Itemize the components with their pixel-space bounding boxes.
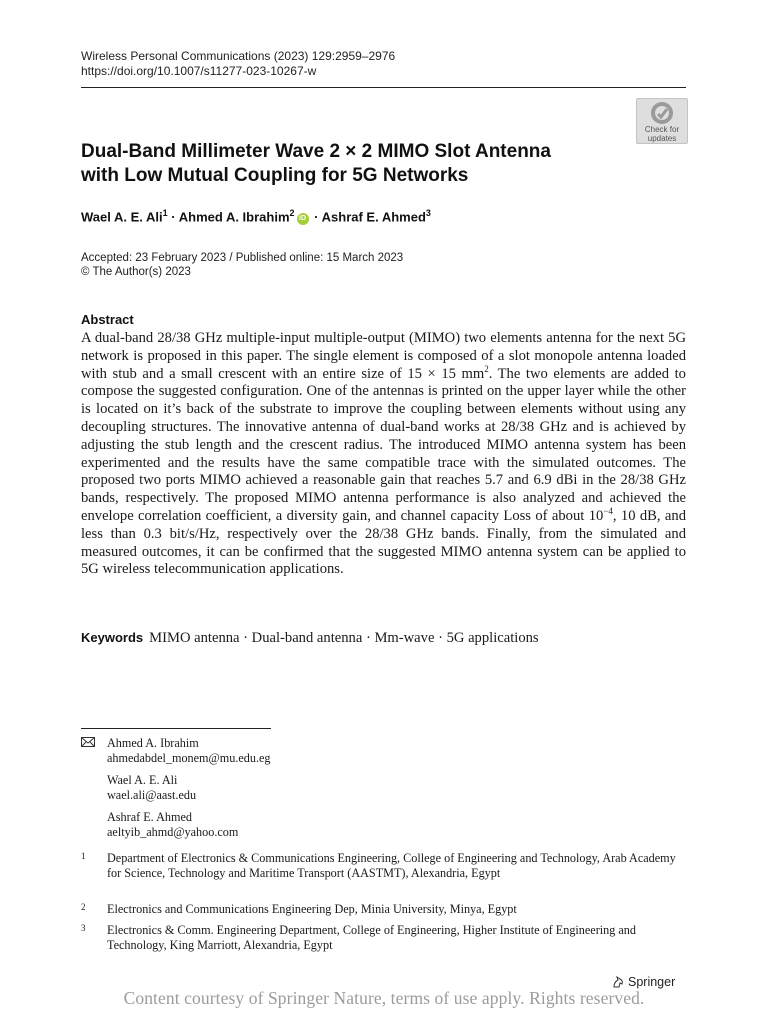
author-list [81, 208, 431, 225]
contact-name: Wael A. E. Ali [107, 773, 178, 787]
springer-logo-icon [611, 975, 625, 989]
abstract-heading: Abstract [81, 312, 134, 327]
author-affil-ref: 3 [425, 208, 431, 218]
affiliation [81, 851, 686, 880]
affiliation-number: 2 [81, 902, 86, 912]
contact-name: Ahmed A. Ibrahim [107, 736, 199, 750]
header-rule [81, 87, 686, 88]
abstract-superscript: 2 [484, 363, 489, 374]
abstract-text: A dual-band 28/38 GHz multiple-input multiple-output (MIMO) two elements antenna for the next 5G network is proposed in this paper. The single element is composed of a slot monopole antenna loaded with stub and a small crescent with an entire size of 15 × 15 mm [81, 330, 686, 382]
envelope-icon[interactable] [81, 737, 95, 747]
contact-name: Ashraf E. Ahmed [107, 810, 192, 824]
affiliation-number: 3 [81, 923, 86, 933]
author-affil-ref: 1 [162, 208, 168, 218]
author-name[interactable]: Ahmed A. Ibrahim [178, 209, 290, 225]
journal-header [81, 49, 395, 79]
contact-list [107, 736, 271, 847]
affiliation-text: Electronics and Communications Engineering Dep, Minia University, Minya, Egypt [107, 902, 517, 916]
keywords-label: Keywords [81, 630, 144, 645]
affiliation-number: 1 [81, 851, 86, 861]
author-separator: · [314, 209, 319, 225]
contact-email[interactable]: aeltyib_ahmd@yahoo.com [107, 825, 239, 839]
keywords-list: MIMO antenna · Dual-band antenna · Mm-wave · 5G applications [149, 630, 539, 646]
affiliation-text: Department of Electronics & Communications Engineering, College of Engineering and Technology, Arab Academy for Science, Technology and Maritime Transport (AASTMT), Alexandria, Egypt [107, 851, 676, 880]
affiliation-text: Electronics & Comm. Engineering Department, College of Engineering, Higher Institute of Engineering and Technology, King Marriott, Alexandria, Egypt [107, 923, 636, 952]
check-label-1: Check for [644, 125, 680, 134]
title-line-2: with Low Mutual Coupling for 5G Networks [81, 165, 469, 186]
check-label-2: updates [647, 134, 677, 143]
courtesy-watermark: Content courtesy of Springer Nature, terms of use apply. Rights reserved. [123, 988, 645, 1008]
abstract-body [81, 330, 686, 579]
contact-entry [107, 773, 271, 803]
orcid-icon[interactable]: iD [297, 213, 309, 225]
author-affil-ref: 2 [289, 208, 295, 218]
contact-entry [107, 736, 271, 766]
paper-title [81, 140, 601, 188]
title-line-1: Dual-Band Millimeter Wave 2 × 2 MIMO Slot Antenna [81, 141, 551, 162]
contact-entry [107, 810, 271, 840]
author-name[interactable]: Wael A. E. Ali [81, 209, 163, 225]
abstract-text: . The two elements are added to compose the suggested configuration. One of the antennas is printed on the upper layer while the other is located on it’s back of the substrate to improve the coupling between elements without using any decoupling structures. The innovative antenna of dual-band works at 28/38 GHz and is achieved by adjusting the stub length and the crescent radius. The introduced MIMO antenna system has been experimented and the results have the same compatible trace with the simulated outcomes. The proposed two ports MIMO achieved a reasonable gain that reaches 5.7 and 6.9 dBi in the 28/38 GHz bands, respectively. The proposed MIMO antenna performance is also analyzed and achieved the envelope correlation coefficient, a diversity gain, and channel capacity Loss of about 10 [81, 365, 686, 524]
doi-link[interactable]: https://doi.org/10.1007/s11277-023-10267-w [81, 64, 317, 78]
footnote-rule [81, 728, 271, 729]
check-for-updates-badge[interactable] [636, 98, 688, 144]
publisher-name: Springer [628, 975, 676, 989]
accepted-published: Accepted: 23 February 2023 / Published online: 15 March 2023 [81, 252, 404, 264]
author-name[interactable]: Ashraf E. Ahmed [321, 209, 426, 225]
affiliation [81, 923, 686, 952]
journal-citation: Wireless Personal Communications (2023) 129:2959–2976 [81, 49, 396, 63]
contact-email[interactable]: ahmedabdel_monem@mu.edu.eg [107, 751, 271, 765]
publisher-logo [611, 975, 675, 989]
contact-email[interactable]: wael.ali@aast.edu [107, 788, 197, 802]
keywords [81, 630, 539, 647]
abstract-text: , 10 dB, and less than 0.3 bit/s/Hz, respectively over the 28/38 GHz bands. Finally, from the simulated and measured outcomes, it can be confirmed that the suggested MIMO antenna system can be applied to 5G wireless telecommunication applications. [81, 507, 686, 578]
copyright: © The Author(s) 2023 [81, 266, 191, 278]
publication-dates [81, 251, 403, 279]
author-separator: · [171, 209, 176, 225]
abstract-superscript: −4 [603, 506, 613, 517]
affiliation [81, 902, 686, 917]
check-for-updates-icon [650, 101, 674, 125]
